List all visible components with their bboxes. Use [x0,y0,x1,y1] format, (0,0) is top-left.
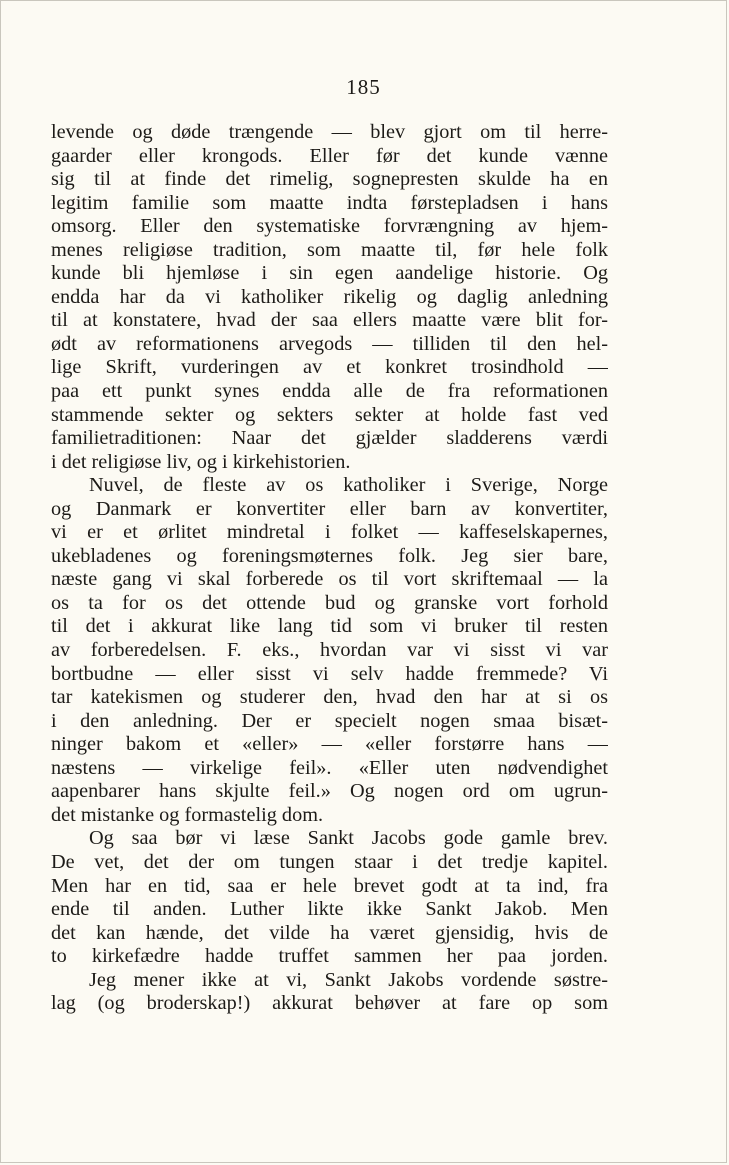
text-line: i det religiøse liv, og i kirkehistorien. [51,450,351,473]
text-line: bortbudne — eller sisst vi selv hadde fremmede? Vi [51,662,608,685]
text-line: levende og døde trængende — blev gjort om til herre- [51,121,608,143]
text-line: Og saa bør vi læse Sankt Jacobs gode gamle brev. [89,827,608,850]
text-line: til det i akkurat like lang tid som vi bruker til resten [51,615,608,638]
text-line: paa ett punkt synes endda alle de fra reformationen [51,380,608,403]
text-line: legitim familie som maatte indta førstepladsen i hans [51,191,608,214]
text-line: tar katekismen og studerer den, hvad den har at si os [51,686,608,709]
text-line: av forberedelsen. F. eks., hvordan var vi sisst vi var [51,639,608,662]
text-line: os ta for os det ottende bud og granske vort forhold [51,591,608,614]
text-line: Men har en tid, saa er hele brevet godt at ta ind, fra [51,874,608,897]
text-line: næstens — virkelige feil». «Eller uten nødvendighet [51,756,608,779]
text-line: omsorg. Eller den systematiske forvrængning av hjem- [51,215,608,238]
text-line: Jeg mener ikke at vi, Sankt Jakobs vordende søstre- [89,968,608,991]
body-text [51,121,608,1016]
text-line: i den anledning. Der er specielt nogen smaa bisæt- [51,709,608,732]
text-line: det kan hænde, det vilde ha været gjensidig, hvis de [51,921,608,944]
text-line: vi er et ørlitet mindretal i folket — kaffeselskapernes, [51,521,608,544]
text-line: og Danmark er konvertiter eller barn av konvertiter, [51,497,608,520]
text-line: aapenbarer hans skjulte feil.» Og nogen ord om ugrun- [51,780,608,803]
text-line: endda har da vi katholiker rikelig og daglig anledning [51,285,608,308]
text-line: sig til at finde det rimelig, sognepresten skulde ha en [51,168,608,191]
text-line: ende til anden. Luther likte ikke Sankt Jakob. Men [51,898,608,921]
page-number: 185 [346,75,381,99]
text-line: to kirkefædre hadde truffet sammen her paa jorden. [51,945,608,968]
text-line: Nuvel, de fleste av os katholiker i Sverige, Norge [89,474,608,497]
text-line: gaarder eller krongods. Eller før det kunde vænne [51,144,608,167]
text-line: lige Skrift, vurderingen av et konkret trosindhold — [51,356,608,379]
text-line: ødt av reformationens arvegods — tilliden til den hel- [51,332,608,355]
text-line: familietraditionen: Naar det gjælder sladderens værdi [51,427,608,450]
text-line: stammende sekter og sekters sekter at holde fast ved [51,403,608,426]
text-line: lag (og broderskap!) akkurat behøver at fare op som [51,992,608,1015]
text-line: menes religiøse tradition, som maatte til, før hele folk [51,238,608,261]
text-line: det mistanke og formastelig dom. [51,803,324,826]
text-line: næste gang vi skal forberede os til vort skriftemaal — la [51,568,608,591]
text-line: kunde bli hjemløse i sin egen aandelige historie. Og [51,262,608,285]
text-line: ukebladenes og foreningsmøternes folk. Jeg sier bare, [51,544,608,567]
text-line: til at konstatere, hvad der saa ellers maatte være blit for- [51,309,608,332]
text-line: ninger bakom et «eller» — «eller forstørre hans — [51,733,608,756]
text-line: De vet, det der om tungen staar i det tredje kapitel. [51,850,608,873]
